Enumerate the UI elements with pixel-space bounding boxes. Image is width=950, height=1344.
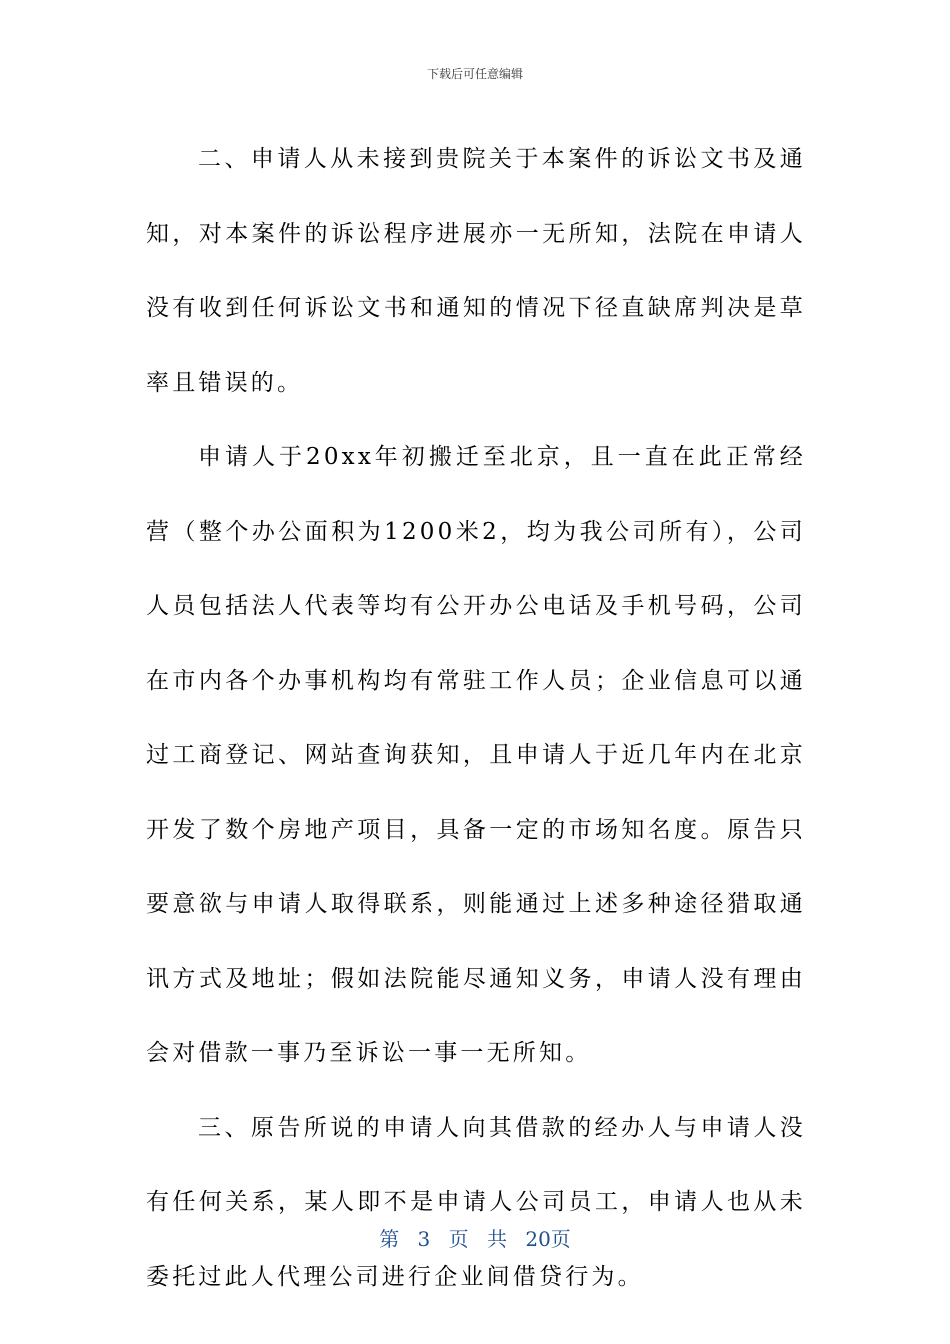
paragraph-section-three: 三、原告所说的申请人向其借款的经办人与申请人没有任何关系，某人即不是申请人公司员工，申请人也从未委托过此人代理公司进行企业间借贷行为。 (146, 1114, 806, 1290)
page-header-note: 下载后可任意编辑 (426, 67, 523, 81)
footer-current-page: 3 (417, 1227, 431, 1251)
document-body (146, 122, 806, 1314)
paragraph-relocation-details: 申请人于20xx年初搬迁至北京，且一直在此正常经营（整个办公面积为1200米2，均为我公司所有），公司人员包括法人代表等均有公开办公电话及手机号码，公司在市内各个办事机构均有常驻工作人员；企业信息可以通过工商登记、网站查询获知，且申请人于近几年内在北京开发了数个房地产项目，具备一定的市场知名度。原告只要意欲与申请人取得联系，则能通过上述多种途径猎取通讯方式及地址；假如法院能尽通知义务，申请人没有理由会对借款一事乃至诉讼一事一无所知。 (146, 444, 806, 1066)
footer-label-page: 第 (379, 1227, 400, 1251)
footer-total-pages: 20页 (525, 1227, 571, 1251)
paragraph-section-two: 二、申请人从未接到贵院关于本案件的诉讼文书及通知，对本案件的诉讼程序进展亦一无所知，法院在申请人没有收到任何诉讼文书和通知的情况下径直缺席判决是草率且错误的。 (146, 146, 806, 396)
page-footer (0, 1226, 950, 1252)
footer-label-unit: 页 (448, 1227, 469, 1251)
footer-label-total: 共 (487, 1227, 507, 1251)
